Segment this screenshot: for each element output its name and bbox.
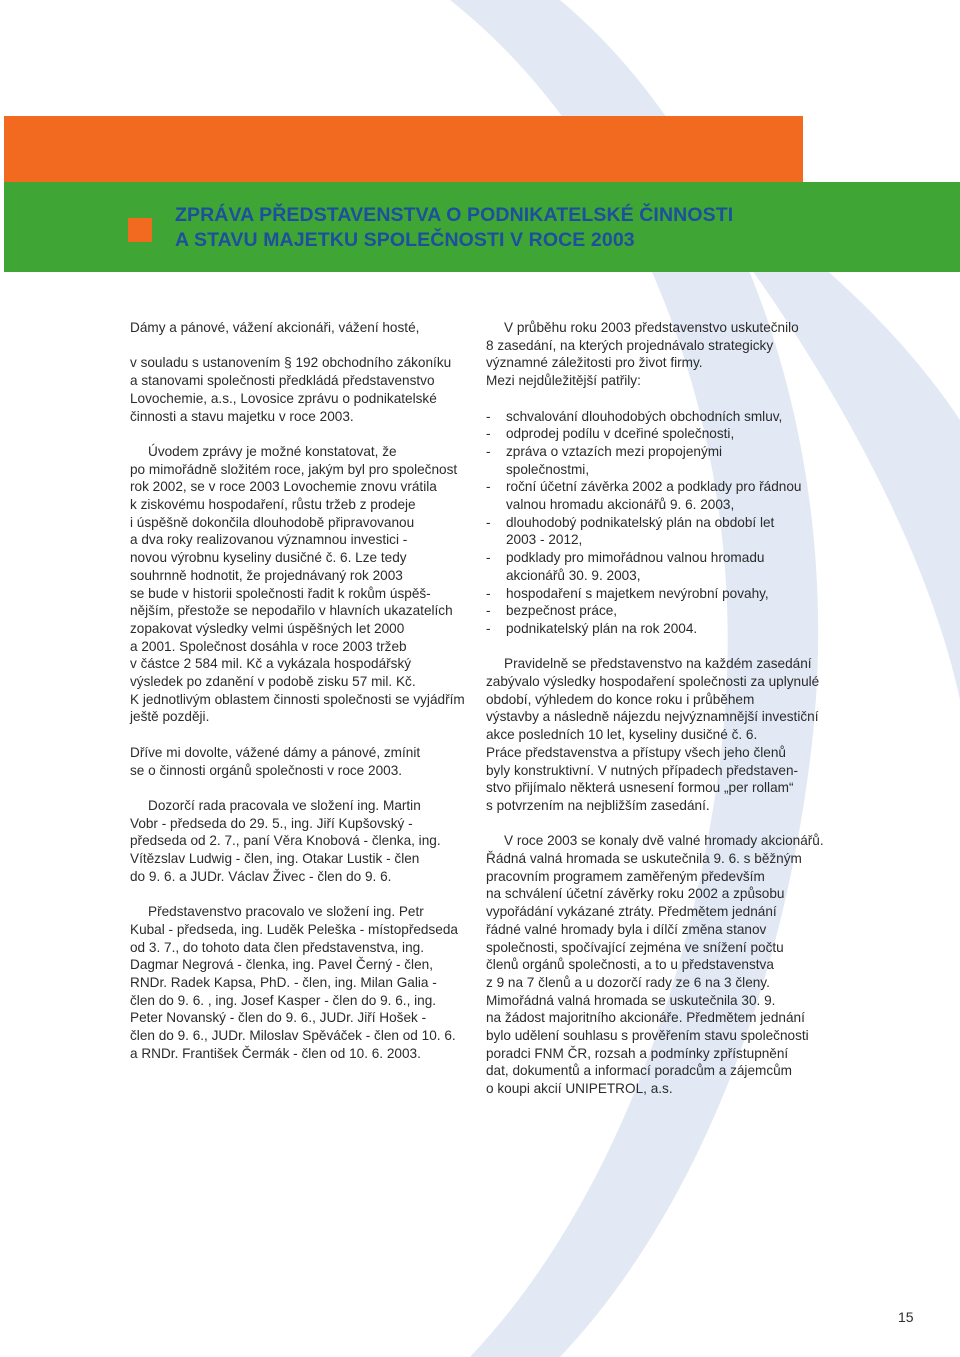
text-line: a 2001. Společnost dosáhla v roce 2003 tržeb (130, 638, 407, 654)
text-line: akce posledních 10 let, kyseliny dusičné č. 6. (486, 727, 758, 743)
text-line: výsledek po zdanění v podobě zisku 57 mil. Kč. (130, 674, 416, 690)
topics-list (486, 408, 816, 638)
text-line: Dagmar Negrová - členka, ing. Pavel Černý - člen, (130, 957, 433, 973)
text-line: poradci FNM ČR, rozsah a podmínky zpřístupnění (486, 1045, 789, 1061)
paragraph-board-work (486, 655, 820, 814)
dash-bullet: - (486, 408, 491, 424)
text-line: významné záležitosti pro život firmy. (486, 355, 703, 371)
dash-bullet: - (486, 603, 491, 619)
text-line: od 3. 7., do tohoto data člen představenstva, ing. (130, 939, 424, 955)
list-item-text: 2003 - 2012, (506, 532, 583, 548)
text-line: činnosti a stavu majetku v roce 2003. (130, 408, 354, 424)
text-line: výstavby a následně nájezdu nejvýznamnější investiční (486, 709, 819, 725)
text-line: člen do 9. 6. , ing. Josef Kasper - člen do 9. 6., ing. (130, 992, 437, 1008)
text-line: V průběhu roku 2003 představenstvo uskutečnilo (504, 320, 799, 335)
dash-bullet: - (486, 620, 491, 636)
dash-bullet: - (486, 426, 491, 442)
list-item-continuation (486, 531, 816, 549)
list-item-continuation (486, 567, 816, 585)
text-line: v souladu s ustanovením § 192 obchodního zákoníku (130, 355, 452, 371)
text-line: období, výhledem do konce roku i průběhem (486, 691, 755, 707)
dash-bullet: - (486, 514, 491, 530)
list-item-text: valnou hromadu akcionářů 9. 6. 2003, (506, 497, 735, 513)
text-line: členů orgánů společnosti, a to u představenstva (486, 957, 774, 973)
list-item (486, 478, 816, 496)
text-line: bylo udělení souhlasu s prověřením stavu společnosti (486, 1028, 809, 1044)
text-line: pracovním programem zaměřeným především (486, 868, 765, 884)
paragraph-general-meetings (486, 832, 824, 1098)
text-line: v částce 2 584 mil. Kč a vykázala hospodářský (130, 656, 412, 672)
text-line: Lovochemie, a.s., Lovosice zprávu o podnikatelské (130, 390, 437, 406)
text-line: k ziskovému hospodaření, růstu tržeb z prodeje (130, 497, 416, 512)
list-item-text: zpráva o vztazích mezi propojenými (506, 443, 723, 459)
list-item (486, 585, 816, 603)
text-line: byly konstruktivní. V nutných případech představen- (486, 762, 799, 778)
list-item-text: hospodaření s majetkem nevýrobní povahy, (506, 585, 769, 601)
dash-bullet: - (486, 585, 491, 601)
text-line: řádné valné hromady byla i dílčí změna stanov (486, 921, 767, 937)
page-title (175, 203, 733, 253)
list-item-text: podklady pro mimořádnou valnou hromadu (506, 550, 765, 566)
text-line: zabývalo výsledky hospodaření společnosti za uplynulé (486, 674, 820, 690)
left-text-column (130, 319, 465, 1062)
list-item-text: akcionářů 30. 9. 2003, (506, 567, 641, 583)
list-item-text: společnostmi, (506, 461, 590, 477)
intro-paragraph (130, 354, 450, 425)
list-item-continuation (486, 461, 816, 479)
text-line: dat, dokumentů a informací poradcům a zájemcům (486, 1063, 793, 1079)
text-line: Kubal - předseda, ing. Luděk Peleška - místopředseda (130, 921, 458, 937)
text-line: K jednotlivým oblastem činnosti společnosti se vyjádřím (130, 691, 465, 707)
text-line: o koupi akcií UNIPETROL, a.s. (486, 1081, 673, 1097)
text-line: se o činnosti orgánů společnosti v roce 2003. (130, 762, 403, 778)
text-line: Dozorčí rada pracovala ve složení ing. Martin (148, 797, 421, 813)
dash-bullet: - (486, 443, 491, 459)
text-line: Peter Novanský - člen do 9. 6., JUDr. Jiří Hošek - (130, 1010, 427, 1026)
text-line: Mimořádná valná hromada se uskutečnila 30. 9. (486, 992, 776, 1008)
text-line: Pravidelně se představenstvo na každém zasedání (504, 656, 812, 672)
text-line: do 9. 6. a JUDr. Václav Živec - člen do 9. 6. (130, 868, 392, 884)
list-item (486, 443, 816, 461)
list-item (486, 408, 816, 426)
text-line: souhrnně hodnotit, že projednávaný rok 2003 (130, 567, 403, 583)
text-line: předseda od 2. 7., paní Věra Knobová - členka, ing. (130, 833, 441, 849)
list-item (486, 602, 816, 620)
list-item-text: odprodej podílu v dceřiné společnosti, (506, 426, 735, 442)
text-line: V roce 2003 se konaly dvě valné hromady akcionářů. (504, 833, 824, 849)
text-line: po mimořádně složitém roce, jakým byl pro společnost (130, 461, 458, 477)
text-line: Vítězslav Ludwig - člen, ing. Otakar Lustik - člen (130, 851, 420, 867)
paragraph-summary (130, 443, 465, 726)
text-line: Práce představenstva a přístupy všech jeho členů (486, 744, 786, 760)
meetings-intro-paragraph (486, 319, 816, 390)
orange-header-band (4, 116, 803, 182)
text-line: i úspěšně dokončila dlouhodobě připravovanou (130, 514, 415, 530)
paragraph-board-of-directors (130, 903, 458, 1062)
text-line: Mezi nejdůležitější patřily: (486, 373, 641, 389)
dash-bullet: - (486, 479, 491, 495)
text-line: nějším, přestože se nepodařilo v hlavních ukazatelích (130, 603, 453, 619)
list-item (486, 514, 816, 532)
text-line: rok 2002, se v roce 2003 Lovochemie znovu vrátila (130, 479, 437, 495)
text-line: Vobr - předseda do 29. 5., ing. Jiří Kupšovský - (130, 815, 413, 831)
list-item (486, 620, 816, 638)
list-item-text: schvalování dlouhodobých obchodních smluv, (506, 408, 783, 424)
dash-bullet: - (486, 550, 491, 566)
text-line: RNDr. Radek Kapsa, PhD. - člen, ing. Milan Galia - (130, 974, 437, 990)
text-line: se bude v historii společnosti řadit k rokům úspěš- (130, 585, 431, 601)
text-line: 8 zasedání, na kterých projednávalo strategicky (486, 337, 774, 353)
list-item-text: dlouhodobý podnikatelský plán na období let (506, 514, 775, 530)
text-line: na schválení účetní závěrky roku 2002 a způsobu (486, 886, 785, 902)
text-line: stvo přijímalo některá usnesení formou „per rollam“ (486, 780, 794, 796)
list-item-text: bezpečnost práce, (506, 603, 618, 619)
text-line: na žádost majoritního akcionáře. Předmětem jednání (486, 1010, 805, 1026)
text-line: zopakovat výsledky velmi úspěšných let 2000 (130, 620, 405, 636)
page-title-line-1: ZPRÁVA PŘEDSTAVENSTVA O PODNIKATELSKÉ ČINNOSTI (175, 204, 734, 226)
page-number: 15 (898, 1309, 914, 1325)
text-line: Představenstvo pracovalo ve složení ing. Petr (148, 904, 424, 920)
text-line: a stanovami společnosti předkládá představenstvo (130, 373, 435, 389)
text-line: společnosti, spočívající zejména ve snížení počtu (486, 939, 784, 955)
text-line: s potvrzením na nejbližším zasedání. (486, 797, 710, 813)
orange-square-bullet-icon (128, 218, 152, 242)
text-line: Dříve mi dovolte, vážené dámy a pánové, zmínit (130, 744, 421, 760)
paragraph-supervisory-board (130, 797, 450, 886)
paragraph-bodies-intro (130, 744, 450, 779)
list-item (486, 425, 816, 443)
text-line: z 9 na 7 členů a u dozorčí rady ze 6 na 3 členy. (486, 974, 770, 990)
text-line: ještě později. (130, 709, 210, 725)
text-line: Úvodem zprávy je možné konstatovat, že (148, 443, 397, 459)
salutation: Dámy a pánové, vážení akcionáři, vážení hosté, (130, 320, 420, 335)
text-line: Řádná valná hromada se uskutečnila 9. 6. s běžným (486, 851, 802, 867)
list-item-continuation (486, 496, 816, 514)
list-item-text: podnikatelský plán na rok 2004. (506, 620, 698, 636)
text-line: a RNDr. František Čermák - člen od 10. 6. 2003. (130, 1045, 421, 1061)
text-line: člen do 9. 6., JUDr. Miloslav Spěváček - člen od 10. 6. (130, 1028, 456, 1044)
right-text-column (486, 319, 824, 1098)
text-line: vypořádání vykázané ztráty. Předmětem jednání (486, 904, 777, 920)
text-line: a dva roky realizovanou významnou investici - (130, 532, 408, 548)
list-item (486, 549, 816, 567)
list-item-text: roční účetní závěrka 2002 a podklady pro řádnou (506, 479, 802, 495)
page-title-line-2: A STAVU MAJETKU SPOLEČNOSTI V ROCE 2003 (175, 229, 635, 251)
text-line: novou výrobnu kyseliny dusičné č. 6. Lze tedy (130, 550, 407, 566)
